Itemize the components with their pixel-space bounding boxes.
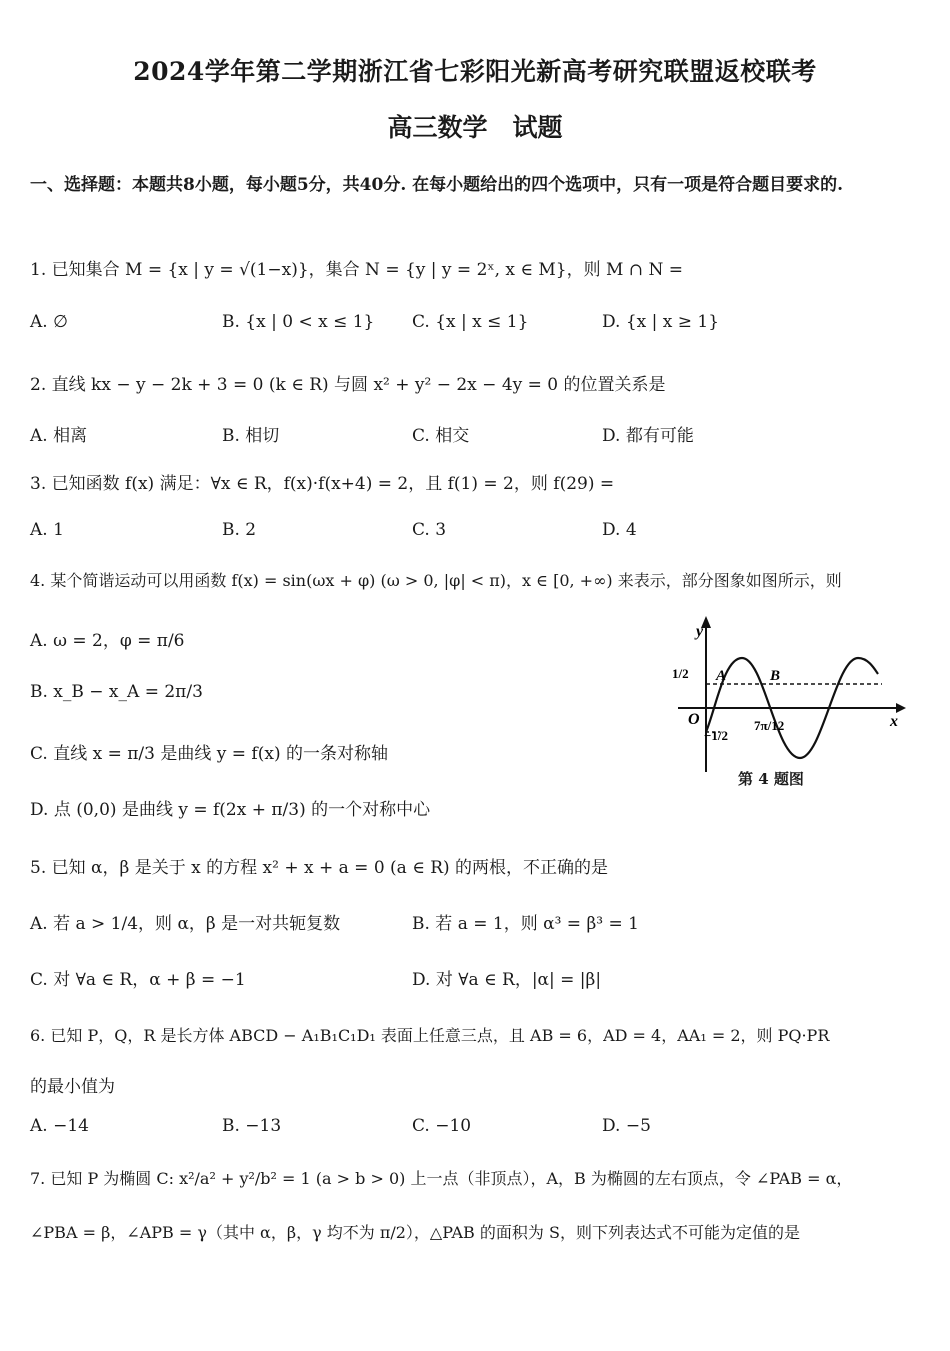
exam-subtitle: 高三数学 试题 xyxy=(387,113,563,142)
point-a-label: A xyxy=(716,668,727,684)
x-axis-arrow-icon xyxy=(896,703,906,713)
q5-option-c: C. 对 ∀a ∈ R，α + β = −1 xyxy=(30,970,246,990)
q6-option-c: C. −10 xyxy=(412,1116,472,1136)
question-1-stem: 1. 已知集合 M = {x | y = √(1−x)}，集合 N = {y | y = 2ˣ, x ∈ M}，则 M ∩ N = xyxy=(30,260,683,280)
q3-option-a: A. 1 xyxy=(30,520,64,540)
question-4-stem: 4. 某个简谐运动可以用函数 f(x) = sin(ωx + φ) (ω > 0, |φ| < π)，x ∈ [0, +∞) 来表示，部分图象如图所示，则 xyxy=(30,571,842,590)
q3-option-d: D. 4 xyxy=(602,520,637,540)
q5-option-d: D. 对 ∀a ∈ R，|α| = |β| xyxy=(412,970,602,990)
q2-option-b: B. 相切 xyxy=(222,426,280,446)
section-heading: 一、选择题：本题共8小题，每小题5分，共40分. 在每小题给出的四个选项中，只有一项是符合题目要求的. xyxy=(30,175,844,195)
x-tick-label: 7π/12 xyxy=(754,718,785,733)
q5-option-b: B. 若 a = 1，则 α³ = β³ = 1 xyxy=(412,914,639,934)
question-7-stem-continued: ∠PBA = β，∠APB = γ（其中 α，β，γ 均不为 π/2），△PAB 的面积为 S，则下列表达式不可能为定值的是 xyxy=(30,1223,800,1242)
q4-option-d: D. 点 (0,0) 是曲线 y = f(2x + π/3) 的一个对称中心 xyxy=(30,800,431,820)
y-axis-label: y xyxy=(696,623,704,640)
q1-option-c: C. {x | x ≤ 1} xyxy=(412,312,529,332)
q4-option-c: C. 直线 x = π/3 是曲线 y = f(x) 的一条对称轴 xyxy=(30,744,388,764)
q2-option-a: A. 相离 xyxy=(30,426,88,446)
question-3-stem: 3. 已知函数 f(x) 满足：∀x ∈ R，f(x)·f(x+4) = 2，且 f(1) = 2，则 f(29) = xyxy=(30,474,615,494)
q4-option-b: B. x_B − x_A = 2π/3 xyxy=(30,682,203,702)
q3-option-c: C. 3 xyxy=(412,520,447,540)
q6-option-b: B. −13 xyxy=(222,1116,282,1136)
exam-title: 2024学年第二学期浙江省七彩阳光新高考研究联盟返校联考 xyxy=(133,57,817,86)
question-6-stem-continued: 的最小值为 xyxy=(30,1077,115,1097)
q1-option-b: B. {x | 0 < x ≤ 1} xyxy=(222,312,375,332)
half-label: 1/2 xyxy=(672,666,689,681)
question-6-stem: 6. 已知 P，Q，R 是长方体 ABCD − A₁B₁C₁D₁ 表面上任意三点，且 AB = 6，AD = 4，AA₁ = 2，则 PQ·PR xyxy=(30,1026,830,1045)
q4-option-a: A. ω = 2，φ = π/6 xyxy=(30,631,185,651)
q4-sine-graph xyxy=(668,612,908,792)
q1-option-d: D. {x | x ≥ 1} xyxy=(602,312,720,332)
q2-option-d: D. 都有可能 xyxy=(602,426,694,446)
q3-option-b: B. 2 xyxy=(222,520,257,540)
q2-option-c: C. 相交 xyxy=(412,426,470,446)
figure-caption: 第 4 题图 xyxy=(738,770,804,788)
origin-label: O xyxy=(688,711,700,728)
point-b-label: B xyxy=(770,668,781,684)
question-2-stem: 2. 直线 kx − y − 2k + 3 = 0 (k ∈ R) 与圆 x² + y² − 2x − 4y = 0 的位置关系是 xyxy=(30,375,666,395)
question-5-stem: 5. 已知 α，β 是关于 x 的方程 x² + x + a = 0 (a ∈ R) 的两根，不正确的是 xyxy=(30,858,609,878)
q5-option-a: A. 若 a > 1/4，则 α，β 是一对共轭复数 xyxy=(30,914,341,934)
neg-half-label: −1/2 xyxy=(704,728,729,743)
q6-option-a: A. −14 xyxy=(30,1116,89,1136)
x-axis-label: x xyxy=(890,713,898,730)
q6-option-d: D. −5 xyxy=(602,1116,651,1136)
question-7-stem: 7. 已知 P 为椭圆 C: x²/a² + y²/b² = 1 (a > b > 0) 上一点（非顶点），A，B 为椭圆的左右顶点，令 ∠PAB = α， xyxy=(30,1169,853,1188)
q1-option-a: A. ∅ xyxy=(30,312,68,332)
